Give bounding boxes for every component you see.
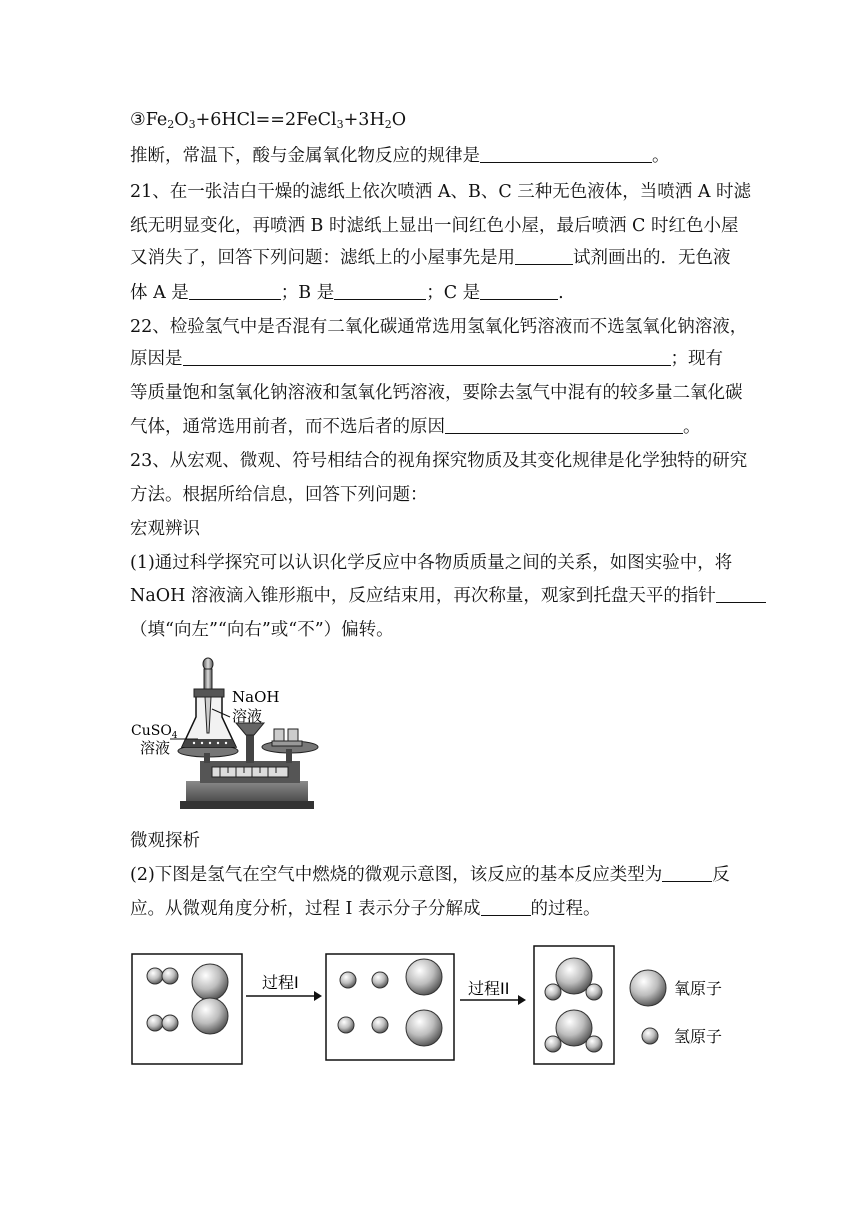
- hydrogen-atom: [586, 1036, 602, 1052]
- legend-oxygen-icon: [630, 970, 666, 1006]
- q21-text: 又消失了，回答下列问题：滤纸上的小屋事先是用: [130, 248, 515, 268]
- q22-line2: [130, 351, 723, 369]
- eq-sub: 3: [188, 118, 196, 131]
- oxygen-atom: [192, 998, 228, 1034]
- answer-blank[interactable]: [662, 880, 712, 882]
- balance-experiment-figure: [128, 655, 328, 812]
- hydrogen-atom: [372, 1017, 388, 1033]
- q21-line1: 21、在一张洁白干燥的滤纸上依次喷洒 A、B、C 三种无色液体，当喷洒 A 时滤: [130, 182, 752, 202]
- naoh-label: NaOH: [232, 688, 280, 706]
- oxygen-atom: [406, 959, 442, 995]
- hydrogen-atom: [372, 972, 388, 988]
- q22-line1: 22、检验氢气中是否混有二氧化碳通常选用氢氧化钙溶液而不选氢氧化钠溶液，: [130, 317, 748, 337]
- legend-hydrogen-label: 氢原子: [674, 1027, 723, 1046]
- eq-sub: 3: [336, 118, 344, 131]
- q23-p2-line2: [130, 901, 601, 919]
- answer-blank[interactable]: [481, 914, 531, 916]
- micro-heading: 微观探析: [130, 831, 200, 851]
- dropper-bulb: [203, 658, 213, 670]
- inference-end: 。: [652, 146, 670, 166]
- hydrogen-atom: [162, 1015, 178, 1031]
- answer-blank-a[interactable]: [189, 298, 281, 300]
- eq-part: ③Fe: [130, 110, 168, 130]
- q23-text: (2)下图是氢气在空气中燃烧的微观示意图，该反应的基本反应类型为: [130, 865, 663, 885]
- process1-label: 过程I: [262, 973, 299, 992]
- q22-text: 。: [683, 417, 701, 437]
- q23-p2-line1: [130, 867, 730, 885]
- answer-blank[interactable]: [183, 364, 671, 366]
- equation-line: [130, 112, 406, 130]
- eq-part: O: [391, 110, 407, 130]
- hydrogen-atom: [147, 1015, 163, 1031]
- eq-part: +6HCl==2FeCl: [195, 110, 337, 130]
- naoh-solution-label: 溶液: [232, 707, 263, 725]
- balance-foot: [180, 801, 314, 809]
- q23-text: 的过程。: [530, 899, 601, 919]
- answer-blank[interactable]: [716, 601, 766, 603]
- q21-line3: [130, 250, 731, 268]
- hydrogen-atom: [147, 968, 163, 984]
- q23-text: 反: [712, 865, 730, 885]
- q21-text: 体 A 是: [130, 283, 189, 303]
- balance-scale-window: [212, 767, 288, 777]
- q23-p1-line2: [130, 588, 766, 606]
- q22-line3: 等质量饱和氢氧化钠溶液和氢氧化钙溶液，要除去氢气中混有的较多量二氧化碳: [130, 383, 743, 403]
- q22-text: ；现有: [670, 349, 723, 369]
- q23-text: 应。从微观角度分析，过程 I 表示分子分解成: [130, 899, 481, 919]
- oxygen-atom: [192, 964, 228, 1000]
- q22-text: 原因是: [130, 349, 183, 369]
- inference-line: [130, 148, 670, 166]
- answer-blank-c[interactable]: [480, 298, 558, 300]
- q21-line2: 纸无明显变化，再喷洒 B 时滤纸上显出一间红色小屋，最后喷洒 C 时红色小屋: [130, 216, 739, 236]
- answer-blank[interactable]: [480, 161, 652, 163]
- answer-blank[interactable]: [515, 263, 573, 265]
- q21-text: ；C 是: [426, 283, 481, 303]
- micro-reaction-diagram: [128, 944, 728, 1068]
- oxygen-atom: [406, 1010, 442, 1046]
- q23-text: NaOH 溶液滴入锥形瓶中，反应结束用，再次称量，观家到托盘天平的指针: [130, 586, 716, 606]
- inference-text: 推断，常温下，酸与金属氧化物反应的规律是: [130, 146, 480, 166]
- q23-line2: 方法。根据所给信息，回答下列问题：: [130, 485, 428, 505]
- q21-text: ；B 是: [280, 283, 335, 303]
- cuso4-solution-label: 溶液: [140, 739, 171, 757]
- eq-sub: 2: [384, 118, 392, 131]
- hydrogen-atom: [586, 984, 602, 1000]
- q22-text: 气体，通常选用前者，而不选后者的原因: [130, 417, 445, 437]
- eq-part: +3H: [343, 110, 385, 130]
- hydrogen-atom: [545, 984, 561, 1000]
- q23-line1: 23、从宏观、微观、符号相结合的视角探究物质及其变化规律是化学独特的研究: [130, 451, 748, 471]
- legend-hydrogen-icon: [642, 1028, 658, 1044]
- hydrogen-atom: [340, 972, 356, 988]
- q21-line4: [130, 285, 564, 303]
- flask-stopper: [194, 689, 224, 697]
- q22-line4: [130, 419, 701, 437]
- q23-p1-line1: (1)通过科学探究可以认识化学反应中各物质质量之间的关系，如图实验中，将: [130, 553, 733, 573]
- hydrogen-atom: [162, 968, 178, 984]
- hydrogen-atom: [545, 1036, 561, 1052]
- legend-oxygen-label: 氧原子: [674, 979, 723, 998]
- eq-sub: 2: [167, 118, 175, 131]
- q23-p1-line3: （填“向左”“向右”或“不”）偏转。: [130, 620, 394, 640]
- process2-label: 过程II: [468, 979, 510, 998]
- q21-text: 试剂画出的．无色液: [573, 248, 731, 268]
- answer-blank[interactable]: [445, 432, 683, 434]
- eq-part: O: [174, 110, 189, 130]
- answer-blank-b[interactable]: [334, 298, 426, 300]
- q21-text: .: [558, 283, 564, 303]
- hydrogen-atom: [338, 1017, 354, 1033]
- macro-heading: 宏观辨识: [130, 519, 200, 539]
- cuso4-label: CuSO$_4$: [131, 723, 178, 741]
